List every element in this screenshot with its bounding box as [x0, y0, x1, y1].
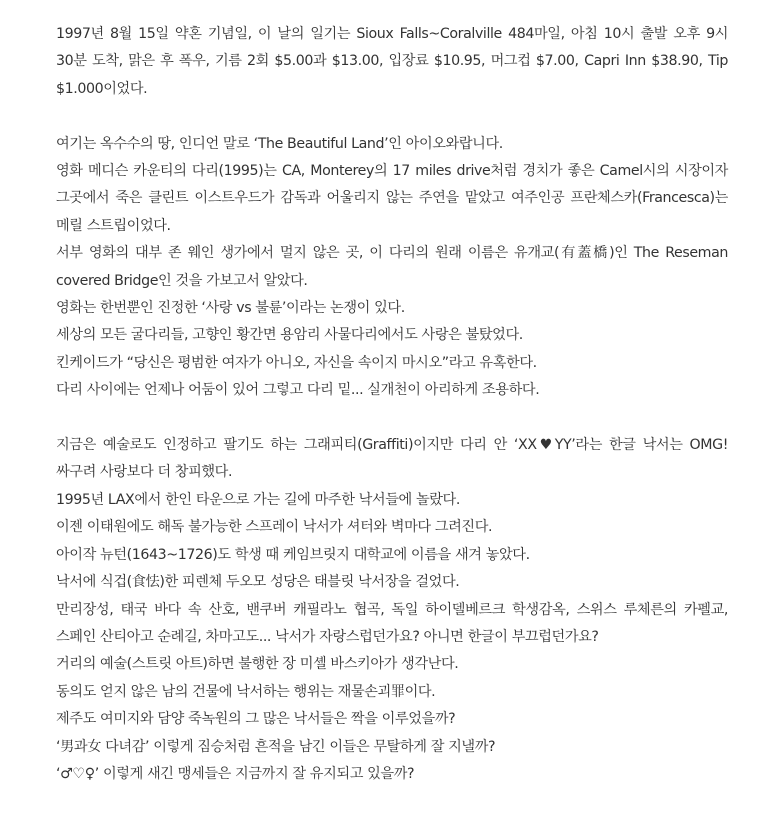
paragraph-graffiti: [56, 432, 728, 788]
text-line: 낙서에 식겁(食怯)한 피렌체 두오모 성당은 태블릿 낙서장을 걸었다.: [56, 574, 460, 591]
text-line: 다리 사이에는 언제나 어둠이 있어 그렇고 다리 밑... 실개천이 아리하게 조용하다.: [56, 382, 540, 399]
text-line: ‘♂♡♀’ 이렇게 새긴 맹세들은 지금까지 잘 유지되고 있을까?: [56, 765, 415, 782]
paragraph-spacer: [56, 103, 728, 130]
text-line: 동의도 얻지 않은 남의 건물에 낙서하는 행위는 재물손괴罪이다.: [56, 683, 436, 700]
text-line: 영화 메디슨 카운티의 다리(1995)는 CA, Monterey의 17 miles drive처럼 경치가 좋은 Camel시의 시장이자 그곳에서 죽은 클린트 이스트우드가 감독과 어울리지 않는 주연을 맡았고 여주인공 프란체스카(Francesca)는 메릴 스트립이었다.: [56, 163, 728, 234]
text-line: 제주도 여미지와 담양 죽녹원의 그 많은 낙서들은 짝을 이루었을까?: [56, 711, 456, 728]
text-line: 아이작 뉴턴(1643~1726)도 학생 때 케임브릿지 대학교에 이름을 새겨 놓았다.: [56, 546, 530, 563]
text-line: 여기는 옥수수의 땅, 인디언 말로 ‘The Beautiful Land’인 아이오와랍니다.: [56, 135, 503, 152]
text-line: 킨케이드가 “당신은 평범한 여자가 아니오, 자신을 속이지 마시오”라고 유혹한다.: [56, 354, 537, 371]
text-line: 1997년 8월 15일 약혼 기념일, 이 날의 일기는 Sioux Falls~Coralville 484마일, 아침 10시 출발 오후 9시 30분 도착, 맑은 후 폭우, 기름 2회 $5.00과 $13.00, 입장료 $10.95, 머그컵 $7.00, Capri Inn $38.90, Tip $1.000이었다.: [56, 26, 728, 97]
text-line: 이젠 이태원에도 해독 불가능한 스프레이 낙서가 셔터와 벽마다 그려진다.: [56, 519, 493, 536]
text-line: 거리의 예술(스트릿 아트)하면 불행한 장 미셸 바스키아가 생각난다.: [56, 656, 459, 673]
text-line: 세상의 모든 굴다리들, 고향인 황간면 용암리 사물다리에서도 사랑은 불탔었다.: [56, 327, 523, 344]
text-line: 영화는 한번뿐인 진정한 ‘사랑 vs 불륜’이라는 논쟁이 있다.: [56, 300, 405, 317]
paragraph-bridge: [56, 131, 728, 405]
text-line: 만리장성, 태국 바다 속 산호, 밴쿠버 캐필라노 협곡, 독일 하이델베르크 학생감옥, 스위스 루체른의 카펠교, 스페인 산티아고 순례길, 차마고도... 낙서가 자랑스럽던가요? 아니면 한글이 부끄럽던가요?: [56, 601, 728, 645]
text-line: 서부 영화의 대부 존 웨인 생가에서 멀지 않은 곳, 이 다리의 원래 이름은 유개교(有蓋橋)인 The Reseman covered Bridge인 것을 가보고서 알았다.: [56, 245, 728, 289]
paragraph-diary: [56, 21, 728, 103]
article-body: [56, 21, 728, 788]
paragraph-spacer: [56, 405, 728, 432]
text-line: 지금은 예술로도 인정하고 팔기도 하는 그래피티(Graffiti)이지만 다리 안 ‘XX♥YY’라는 한글 낙서는 OMG! 싸구려 사랑보다 더 창피했다.: [56, 437, 728, 481]
text-line: 1995년 LAX에서 한인 타운으로 가는 길에 마주한 낙서들에 놀랐다.: [56, 491, 460, 508]
text-line: ‘男과女 다녀감’ 이렇게 짐승처럼 흔적을 남긴 이들은 무탈하게 잘 지낼까?: [56, 738, 496, 755]
